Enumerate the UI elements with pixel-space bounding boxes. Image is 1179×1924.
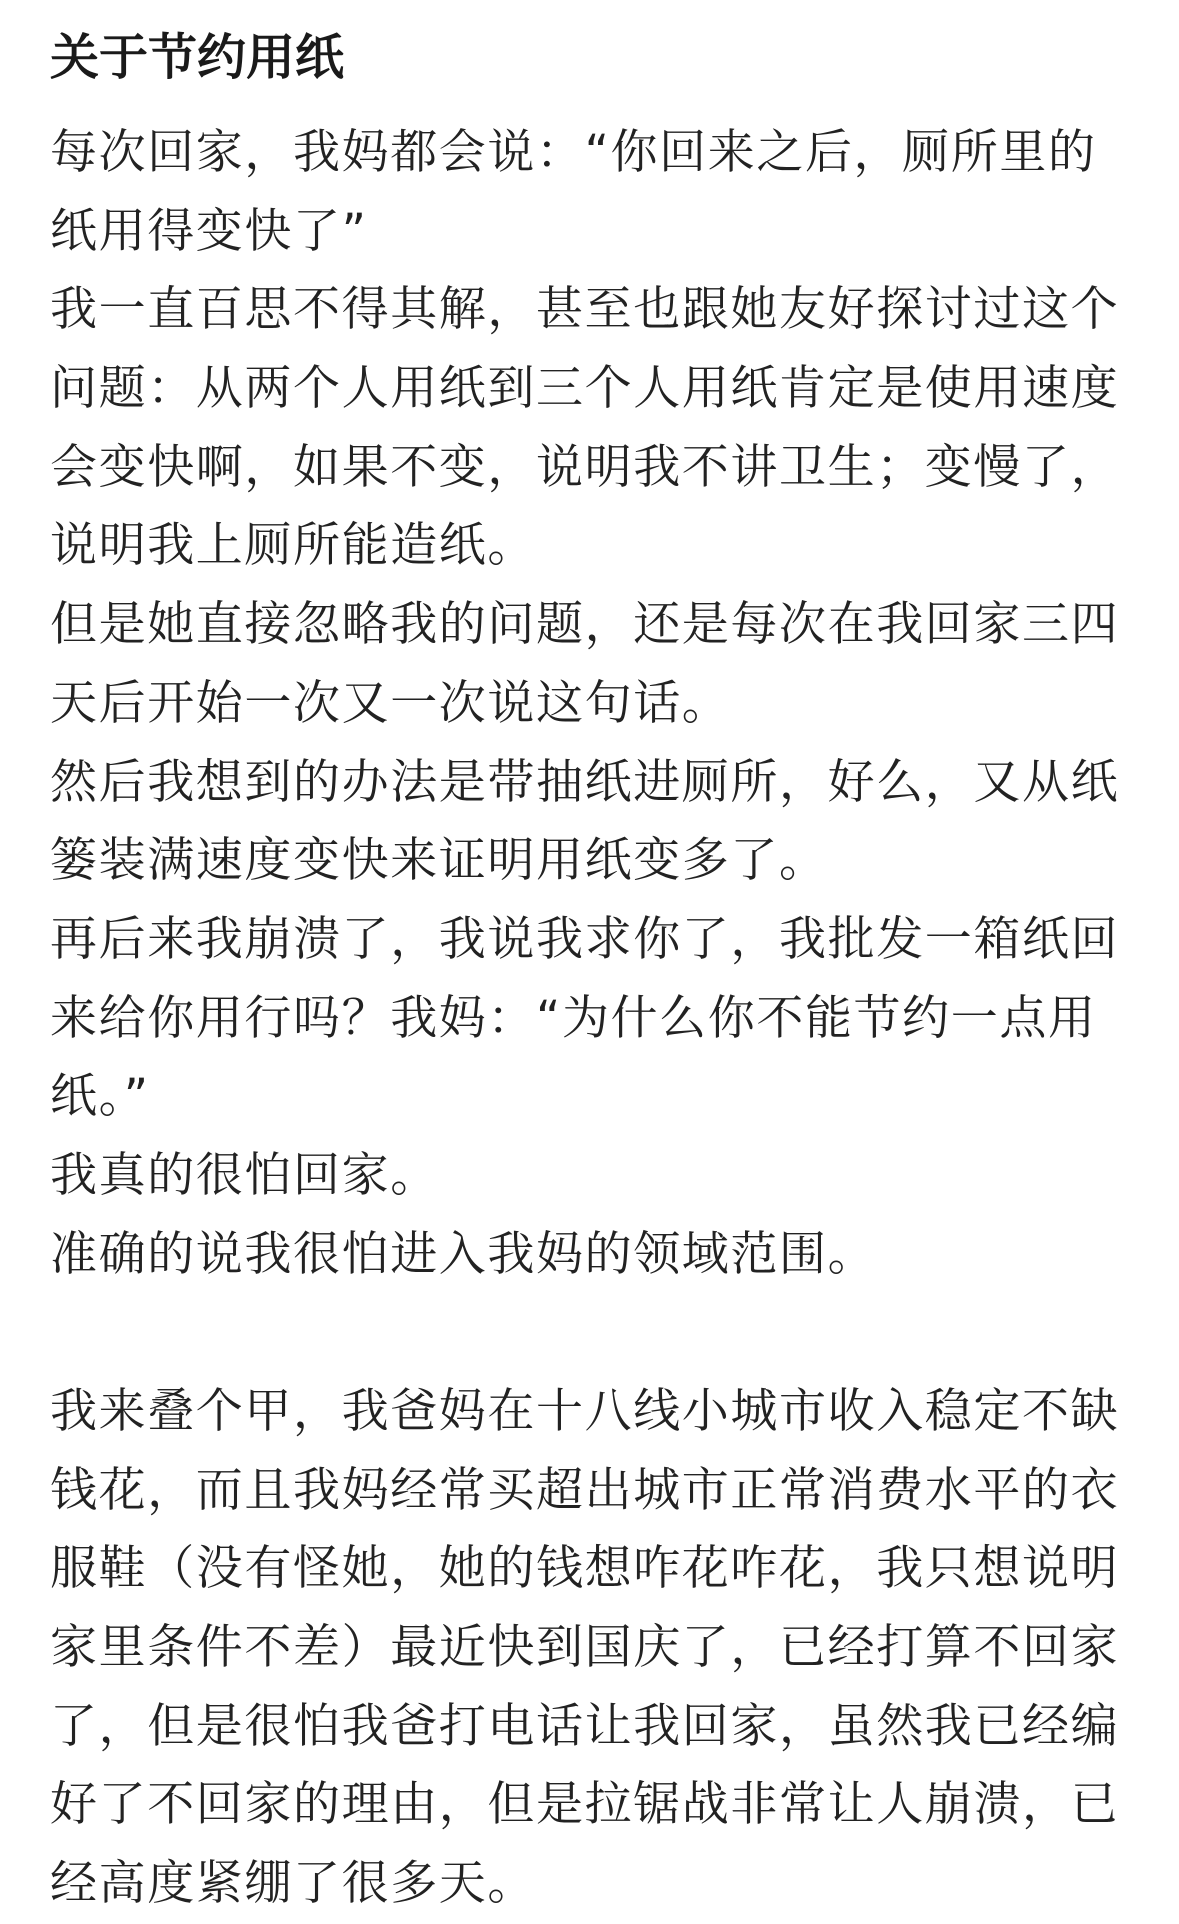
article-line: 来给你用行吗？我妈：“为什么你不能节约一点用 bbox=[50, 990, 1097, 1046]
article-body bbox=[50, 114, 1130, 1924]
article-line: 纸用得变快了” bbox=[50, 203, 368, 259]
article-line: 服鞋（没有怪她，她的钱想咋花咋花，我只想说明 bbox=[50, 1541, 1120, 1597]
article-line: 好了不回家的理由，但是拉锯战非常让人崩溃，已 bbox=[50, 1777, 1120, 1833]
article-title: 关于节约用纸 bbox=[50, 29, 345, 86]
article-line: 说明我上厕所能造纸。 bbox=[50, 518, 536, 574]
article-line: 会变快啊，如果不变，说明我不讲卫生；变慢了， bbox=[50, 439, 1120, 495]
article-line: 但是她直接忽略我的问题，还是每次在我回家三四 bbox=[50, 597, 1120, 653]
article-line: 我来叠个甲，我爸妈在十八线小城市收入稳定不缺 bbox=[50, 1384, 1120, 1439]
article-line: 了，但是很怕我爸打电话让我回家，虽然我已经编 bbox=[50, 1698, 1120, 1754]
article-line: 钱花，而且我妈经常买超出城市正常消费水平的衣 bbox=[50, 1462, 1120, 1518]
article-line: 经高度紧绷了很多天。 bbox=[50, 1856, 536, 1912]
article-line: 准确的说我很怕进入我妈的领域范围。 bbox=[50, 1226, 877, 1282]
article-line: 然后我想到的办法是带抽纸进厕所，好么，又从纸 bbox=[50, 754, 1120, 810]
article-line: 篓装满速度变快来证明用纸变多了。 bbox=[50, 833, 828, 889]
article-line: 纸。” bbox=[50, 1069, 150, 1125]
article-line: 我一直百思不得其解，甚至也跟她友好探讨过这个 bbox=[50, 282, 1120, 338]
article-line: 再后来我崩溃了，我说我求你了，我批发一箱纸回 bbox=[50, 911, 1120, 967]
article-line: 我真的很怕回家。 bbox=[50, 1147, 439, 1203]
paragraph-gap bbox=[50, 1294, 1130, 1373]
article-line: 每次回家，我妈都会说：“你回来之后，厕所里的 bbox=[50, 125, 1097, 180]
article-line: 问题：从两个人用纸到三个人用纸肯定是使用速度 bbox=[50, 361, 1120, 417]
article-line: 家里条件不差）最近快到国庆了，已经打算不回家 bbox=[50, 1620, 1120, 1676]
article-line: 天后开始一次又一次说这句话。 bbox=[50, 675, 731, 731]
